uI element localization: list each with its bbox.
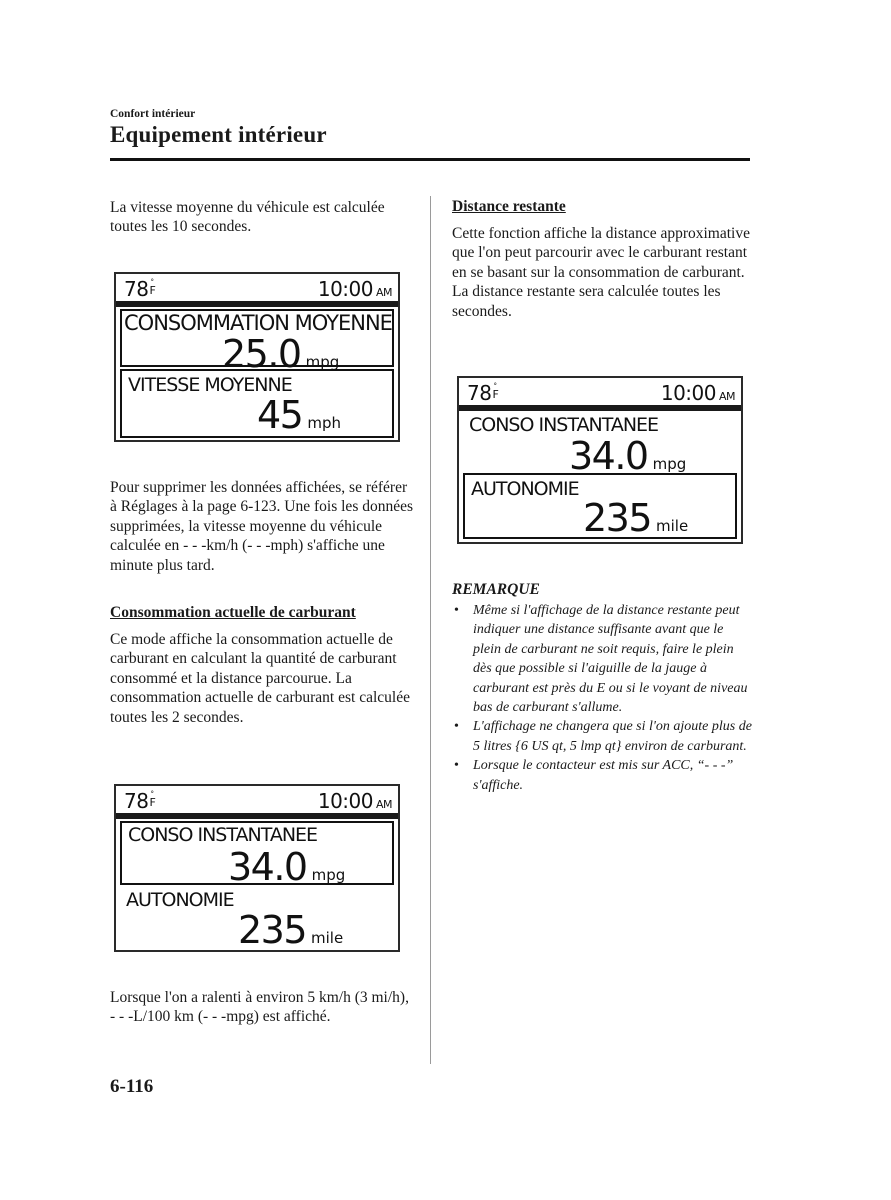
bullet-icon: • [454, 719, 459, 735]
display-bottom-unit: mile [311, 929, 344, 947]
note-text: Même si l'affichage de la distance restante peut indiquer une distance suffisante avant que le plein de carburant ne soit requis, faire le plein dès que possible si l'aiguille de la jauge à carburant est près du E ou si le voyant de niveau bas de carburant s'allume. [473, 603, 748, 716]
outside-temperature [124, 789, 155, 813]
display-bottom-reading [238, 908, 344, 952]
display-top-label: CONSO INSTANTANEE [128, 824, 318, 846]
display-top-section [120, 821, 394, 889]
clock-ampm: AM [375, 286, 392, 299]
display-bottom-unit: mile [656, 517, 689, 535]
display-status-bar [124, 789, 392, 813]
degree-symbol: ° [150, 790, 154, 798]
note-list [452, 601, 752, 795]
display-top-unit: mpg [652, 455, 687, 473]
display-top-reading [222, 332, 340, 376]
display-separator-bar [459, 405, 741, 411]
temperature-value: 78 [124, 789, 149, 813]
clock-time: 10:00 [660, 381, 716, 405]
temperature-value: 78 [124, 277, 149, 301]
display-top-section [463, 413, 737, 478]
display-bottom-section [463, 473, 737, 539]
display-top-reading [228, 845, 346, 889]
display-top-reading [569, 434, 687, 478]
display-bottom-label: AUTONOMIE [126, 889, 234, 911]
paragraph-average-speed: La vitesse moyenne du véhicule est calculée toutes les 10 secondes. [110, 199, 385, 236]
subheading-current-consumption: Consommation actuelle de carburant [110, 604, 356, 621]
display-bottom-section [120, 887, 394, 952]
subheading-remaining-distance: Distance restante [452, 198, 566, 215]
temperature-unit [149, 278, 156, 297]
display-bottom-reading [583, 496, 689, 540]
display-bottom-label: VITESSE MOYENNE [128, 374, 292, 396]
display-top-section [120, 309, 394, 376]
display-status-bar [124, 277, 392, 301]
bullet-icon: • [454, 758, 459, 774]
bullet-icon: • [454, 603, 459, 618]
temperature-unit [492, 382, 499, 401]
page-title: Equipement intérieur [110, 122, 327, 147]
display-bottom-value: 235 [583, 496, 652, 540]
display-top-unit: mpg [311, 866, 346, 884]
note-item [452, 601, 752, 717]
clock [318, 277, 392, 301]
note-heading: REMARQUE [452, 581, 540, 598]
clock-time: 10:00 [317, 277, 373, 301]
display-instant-consumption [114, 784, 400, 952]
display-top-value: 25.0 [222, 332, 301, 376]
note-item [452, 756, 752, 795]
note-text: L'affichage ne changera que si l'on ajoute plus de 5 litres {6 US qt, 5 lmp qt} environ de carburant. [473, 719, 752, 754]
display-separator-bar [116, 813, 398, 819]
paragraph-remaining-distance: Cette fonction affiche la distance approximative que l'on peut parcourir avec le carburant restant en se basant sur la consommation de carburant. La distance restante sera calculée toutes les secondes. [452, 225, 750, 320]
note-item [452, 717, 752, 756]
clock-time: 10:00 [317, 789, 373, 813]
display-average-consumption [114, 272, 400, 442]
title-rule [110, 158, 750, 161]
temperature-value: 78 [467, 381, 492, 405]
display-bottom-unit: mph [307, 414, 341, 432]
clock-ampm: AM [718, 390, 735, 403]
outside-temperature [124, 277, 155, 301]
display-remaining-distance [457, 376, 743, 544]
display-bottom-value: 45 [257, 393, 303, 437]
display-status-bar [467, 381, 735, 405]
clock [661, 381, 735, 405]
note-text: Lorsque le contacteur est mis sur ACC, “- - -” s'affiche. [473, 758, 734, 793]
paragraph-low-speed: Lorsque l'on a ralenti à environ 5 km/h (3 mi/h), - - -L/100 km (- - -mpg) est affiché. [110, 989, 409, 1026]
display-top-value: 34.0 [569, 434, 648, 478]
display-top-value: 34.0 [228, 845, 307, 889]
display-bottom-section [120, 369, 394, 438]
temperature-unit-letter: F [492, 388, 499, 401]
display-top-label: CONSO INSTANTANEE [469, 414, 659, 436]
clock-ampm: AM [375, 798, 392, 811]
column-divider [430, 196, 431, 1064]
display-bottom-reading [257, 393, 341, 437]
paragraph-current-consumption: Ce mode affiche la consommation actuelle de carburant en calculant la quantité de carburant consommé et la distance parcourue. La consommation actuelle de carburant est calculée toutes les 2 secondes. [110, 631, 410, 726]
degree-symbol: ° [493, 382, 497, 390]
degree-symbol: ° [150, 278, 154, 286]
temperature-unit-letter: F [149, 284, 156, 297]
display-bottom-value: 235 [238, 908, 307, 952]
clock [318, 789, 392, 813]
paragraph-reset-data: Pour supprimer les données affichées, se référer à Réglages à la page 6-123. Une fois les données supprimées, la vitesse moyenne du véhicule calculée en - - -km/h (- - -mph) s'affiche une minute plus tard. [110, 479, 414, 574]
display-bottom-label: AUTONOMIE [471, 478, 579, 500]
section-label: Confort intérieur [110, 108, 196, 120]
page-number: 6-116 [110, 1076, 154, 1097]
outside-temperature [467, 381, 498, 405]
display-top-label: CONSOMMATION MOYENNE [124, 311, 392, 335]
temperature-unit-letter: F [149, 796, 156, 809]
temperature-unit [149, 790, 156, 809]
display-top-unit: mpg [305, 353, 340, 371]
display-separator-bar [116, 301, 398, 307]
